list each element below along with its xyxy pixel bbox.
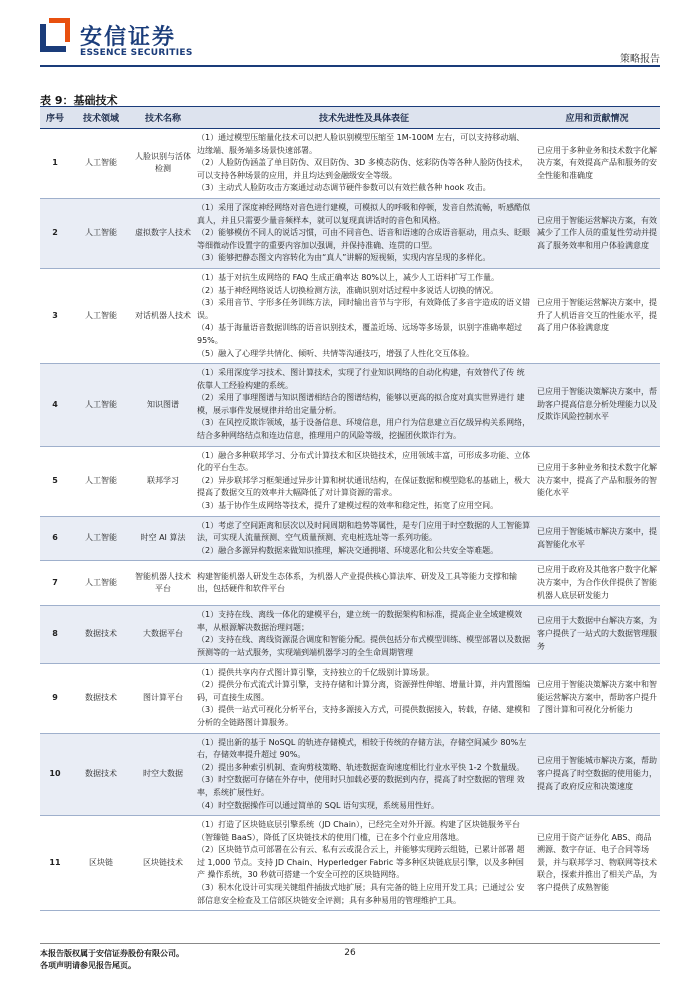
row-number: 1 xyxy=(40,129,70,199)
row-tech-name: 联邦学习 xyxy=(132,446,194,516)
description-paragraph: （2）人脸防伪涵盖了单目防伪、双目防伪、3D 多模态防伪、炫彩防伪等各种人脸防伪技术，可以支持各种场景的应用，并且均达到金融级安全等级。 xyxy=(197,158,528,180)
row-tech-field: 数据技术 xyxy=(70,733,132,816)
row-number: 11 xyxy=(40,816,70,911)
row-tech-description xyxy=(194,606,534,663)
row-application: 已应用于智能决策解决方案中和智能运营解决方案中，帮助客户提升了图计算和可视化分析能力 xyxy=(534,663,660,733)
row-tech-name: 时空 AI 算法 xyxy=(132,516,194,561)
row-application: 已应用于资产证券化 ABS、商品溯源、数字存证、电子合同等场景，并与联邦学习、物联网等技术联合，探索并推出了相关产品，为客户提供了成熟智能 xyxy=(534,816,660,911)
description-paragraph: （2）异步联邦学习框架通过异步计算和树状通讯结构，在保证数据和模型隐私的基础上，极大提高了数据交互的效率并大幅降低了对计算资源的需求。 xyxy=(197,475,531,498)
report-type-label: 策略报告 xyxy=(620,54,660,65)
brand-name-english: ESSENCE SECURITIES xyxy=(80,48,193,58)
row-tech-field: 人工智能 xyxy=(70,198,132,268)
row-application: 已应用于智能城市解决方案，帮助客户提高了时空数据的使用能力，提高了政府反应和决策速度 xyxy=(534,733,660,816)
table-title: 表 9：基础技术 xyxy=(40,94,118,107)
row-tech-name: 虚拟数字人技术 xyxy=(132,198,194,268)
row-application: 已应用于智能运营解决方案中，提升了人机语音交互的性能水平，提高了用户体验满意度 xyxy=(534,268,660,363)
description-paragraph: （1）考虑了空间距离和层次以及时间周期和趋势等属性，是专门应用于时空数据的人工智能算法，可实现人流量预测、空气质量预测、充电桩选址等一系列功能。 xyxy=(197,520,531,543)
description-paragraph: （2）采用了事理图谱与知识图谱相结合的图谱结构，能够以更高的拟合度对真实世界进行 建模，展示事件发展规律并给出定量分析。 xyxy=(197,393,525,415)
row-tech-field: 数据技术 xyxy=(70,606,132,663)
row-tech-name: 知识图谱 xyxy=(132,364,194,447)
tech-table xyxy=(40,106,660,911)
row-tech-field: 人工智能 xyxy=(70,561,132,606)
row-tech-name: 图计算平台 xyxy=(132,663,194,733)
row-tech-description xyxy=(194,816,534,911)
table-row xyxy=(40,268,660,363)
row-tech-name: 区块链技术 xyxy=(132,816,194,911)
row-tech-name: 智能机器人技术平台 xyxy=(132,561,194,606)
row-tech-description xyxy=(194,198,534,268)
description-paragraph: （1）支持在线、离线一体化的建模平台，建立统一的数据架构和标准，提高企业全域建模效率，从根源解决数据治理问题； xyxy=(197,610,523,632)
description-paragraph: （1）基于对抗生成网络的 FAQ 生成正确率达 80%以上，减少人工语料扩写工作量。 xyxy=(197,272,499,282)
description-paragraph: （2）提供分布式流式计算引擎，支持存储和计算分离，资源弹性伸缩、增量计算，并内置图编码，可直接生成图。 xyxy=(197,680,531,702)
row-tech-field: 人工智能 xyxy=(70,516,132,561)
table-row xyxy=(40,446,660,516)
row-application: 已应用于政府及其他客户数字化解决方案中，为合作伙伴提供了智能机器人底层研发能力 xyxy=(534,561,660,606)
row-tech-description xyxy=(194,268,534,363)
description-paragraph: 构建智能机器人研发生态体系，为机器人产业提供核心算法库、研发及工具等能力支撑和输出，包括硬件和软件平台 xyxy=(197,571,517,594)
row-application: 已应用于多种业务和技术数字化解决方案中，提高了产品和服务的智能化水平 xyxy=(534,446,660,516)
row-tech-description xyxy=(194,663,534,733)
description-paragraph: （2）支持在线、离线资源混合调度和智能分配。提供包括分布式模型训练、模型部署以及数据预测等的一站式服务，实现端到端机器学习的全生命周期管理 xyxy=(197,635,531,657)
description-paragraph: （3）基于协作生成网络等技术，提升了建模过程的效率和稳定性，拓宽了应用空间。 xyxy=(197,501,499,511)
description-paragraph: （3）提供一站式可视化分析平台，支持多源接入方式，可提供数据接入，转载，存储、建模和分析的全链路图计算服务。 xyxy=(197,705,531,727)
column-header-name: 技术名称 xyxy=(132,107,194,129)
row-number: 6 xyxy=(40,516,70,561)
description-paragraph: （3）时空数据可存储在外存中，使用时只加载必要的数据到内存，提高了时空数据的管理 效率，系统扩展性好。 xyxy=(197,775,525,797)
description-paragraph: （2）能够模仿不同人的说话习惯，可由不同音色、语音和语速的合成语音驱动，用点头、眨眼等细微动作设置字的重要内容加以强调，并保持准确、连贯的口型。 xyxy=(197,228,531,250)
row-tech-name: 人脸识别与活体检测 xyxy=(132,129,194,199)
description-paragraph: （3）在风控反欺诈领域，基于设备信息、环境信息，用户行为信息建立百亿级异构关系网络，结合多种网络结点和连边信息，推理用户的风险等级，挖掘团伙欺诈行为。 xyxy=(197,418,531,441)
row-tech-name: 时空大数据 xyxy=(132,733,194,816)
description-paragraph: （1）融合多种联邦学习、分布式计算技术和区块链技术，应用领域丰富，可形成多功能、立体化的平台生态。 xyxy=(197,450,531,473)
table-body xyxy=(40,129,660,911)
description-paragraph: （4）时空数据操作可以通过简单的 SQL 语句实现，系统易用性好。 xyxy=(197,800,440,810)
description-paragraph: （4）基于海量语音数据训练的语音识别技术，覆盖近场、远场等多场景，识别字准确率超过 95%。 xyxy=(197,323,523,345)
row-number: 3 xyxy=(40,268,70,363)
description-paragraph: （1）采用深度学习技术、图计算技术，实现了行业知识网络的自动化构建，有效替代了传 统依靠人工经验构建的系统。 xyxy=(197,368,525,390)
row-tech-field: 数据技术 xyxy=(70,663,132,733)
table-row xyxy=(40,516,660,561)
row-application: 已应用于大数据中台解决方案，为客户提供了一站式的大数据管理服务 xyxy=(534,606,660,663)
row-tech-description xyxy=(194,733,534,816)
row-tech-field: 人工智能 xyxy=(70,364,132,447)
row-tech-field: 人工智能 xyxy=(70,446,132,516)
table-row xyxy=(40,816,660,911)
row-tech-description xyxy=(194,446,534,516)
description-paragraph: （2）提出多种索引机制、查询剪枝策略、轨迹数据查询速度相比行业水平快 1-2 个数量级。 xyxy=(197,762,525,772)
row-tech-description xyxy=(194,516,534,561)
row-tech-description xyxy=(194,364,534,447)
table-row xyxy=(40,198,660,268)
column-header-application: 应用和贡献情况 xyxy=(534,107,660,129)
table-row xyxy=(40,129,660,199)
row-tech-field: 人工智能 xyxy=(70,129,132,199)
column-header-field: 技术领域 xyxy=(70,107,132,129)
page-header xyxy=(0,0,700,70)
row-application: 已应用于智能城市解决方案中，提高智能化水平 xyxy=(534,516,660,561)
row-application: 已应用于智能决策解决方案中，帮助客户提高信息分析处理能力以及反欺诈风险控制水平 xyxy=(534,364,660,447)
row-tech-field: 人工智能 xyxy=(70,268,132,363)
row-number: 7 xyxy=(40,561,70,606)
row-number: 5 xyxy=(40,446,70,516)
description-paragraph: （5）融入了心理学共情化、倾听、共情等沟通技巧，增强了人性化交互体验。 xyxy=(197,348,475,358)
table-header-row xyxy=(40,107,660,129)
description-paragraph: （3）主动式人脸防攻击方案通过动态调节硬件参数可以有效拦截各种 hook 攻击。 xyxy=(197,183,491,193)
footer-copyright-line: 本报告版权属于安信证券股份有限公司。 xyxy=(40,949,184,958)
row-tech-description xyxy=(194,561,534,606)
description-paragraph: （3）积木化设计可实现关键组件插拔式地扩展；具有完备的链上应用开发工具；已通过公 安部信息安全检查及工信部区块链安全评测；具有多种易用的管理维护工具。 xyxy=(197,883,525,905)
row-number: 4 xyxy=(40,364,70,447)
column-header-description: 技术先进性及具体表征 xyxy=(194,107,534,129)
footer-statement-line: 各项声明请参见报告尾页。 xyxy=(40,961,136,970)
row-tech-name: 大数据平台 xyxy=(132,606,194,663)
table-row xyxy=(40,663,660,733)
row-application: 已应用于智能运营解决方案，有效减少了工作人员的重复性劳动并提高了服务效率和用户体验满意度 xyxy=(534,198,660,268)
description-paragraph: （1）打造了区块链底层引擎系统（JD Chain），已经完全对外开源。构建了区块链服务平台（智臻链 BaaS），降低了区块链技术的使用门槛，已在多个行业应用落地。 xyxy=(197,820,521,842)
row-number: 9 xyxy=(40,663,70,733)
description-paragraph: （1）采用了深度神经网络对音色进行建模，可模拟人的呼吸和停顿，发音自然流畅，听感酷似真人，并且只需要少量音频样本，就可以复现真讲话时的音色和风格。 xyxy=(197,202,531,225)
description-paragraph: （2）基于神经网络说话人切换检测方法，准确识别对话过程中多说话人切换的情况。 xyxy=(197,285,499,295)
description-paragraph: （1）通过模型压缩量化技术可以把人脸识别模型压缩至 1M-100M 左右，可以支持移动端、边缘端、服务端多场景快速部署。 xyxy=(197,133,525,155)
page-number: 26 xyxy=(344,948,356,958)
row-tech-name: 对话机器人技术 xyxy=(132,268,194,363)
row-application: 已应用于多种业务和技术数字化解决方案，有效提高产品和服务的安全性能和准确度 xyxy=(534,129,660,199)
row-number: 8 xyxy=(40,606,70,663)
table-row xyxy=(40,606,660,663)
header-divider xyxy=(40,65,660,67)
description-paragraph: （3）能够把静态图文内容转化为由“真人”讲解的短视频，实现内容呈现的多样化。 xyxy=(197,253,491,263)
row-tech-description xyxy=(194,129,534,199)
description-paragraph: （3）采用音节、字形多任务训练方法，同时输出音节与字形，有效降低了多音字造成的语义错误。 xyxy=(197,298,531,320)
description-paragraph: （2）融合多源异构数据来做知识推理，解决交通拥堵、环境恶化和公共安全等难题。 xyxy=(197,545,499,555)
footer-divider xyxy=(40,943,660,944)
table-row xyxy=(40,561,660,606)
column-header-number: 序号 xyxy=(40,107,70,129)
description-paragraph: （1）提供共享内存式图计算引擎，支持独立的千亿级别计算场景。 xyxy=(197,667,435,677)
description-paragraph: （1）提出新的基于 NoSQL 的轨迹存储模式，相较于传统的存储方法，存储空间减少 80%左右，存储效率提升超过 90%。 xyxy=(197,737,527,760)
table-row xyxy=(40,733,660,816)
description-paragraph: （2）区块链节点可部署在公有云、私有云或混合云上，并能够实现跨云组链，已累计部署 超过 1,000 节点。支持 JD Chain、Hyperledger Fabric 等多种区块链底层引擎，以及多种国产 操作系统，30 秒就可搭建一个安全可控的区块链网络。 xyxy=(197,845,525,880)
row-number: 2 xyxy=(40,198,70,268)
row-tech-field: 区块链 xyxy=(70,816,132,911)
table-row xyxy=(40,364,660,447)
essence-logo-icon xyxy=(40,18,70,52)
brand-name-chinese: 安信证券 xyxy=(80,25,177,50)
row-number: 10 xyxy=(40,733,70,816)
